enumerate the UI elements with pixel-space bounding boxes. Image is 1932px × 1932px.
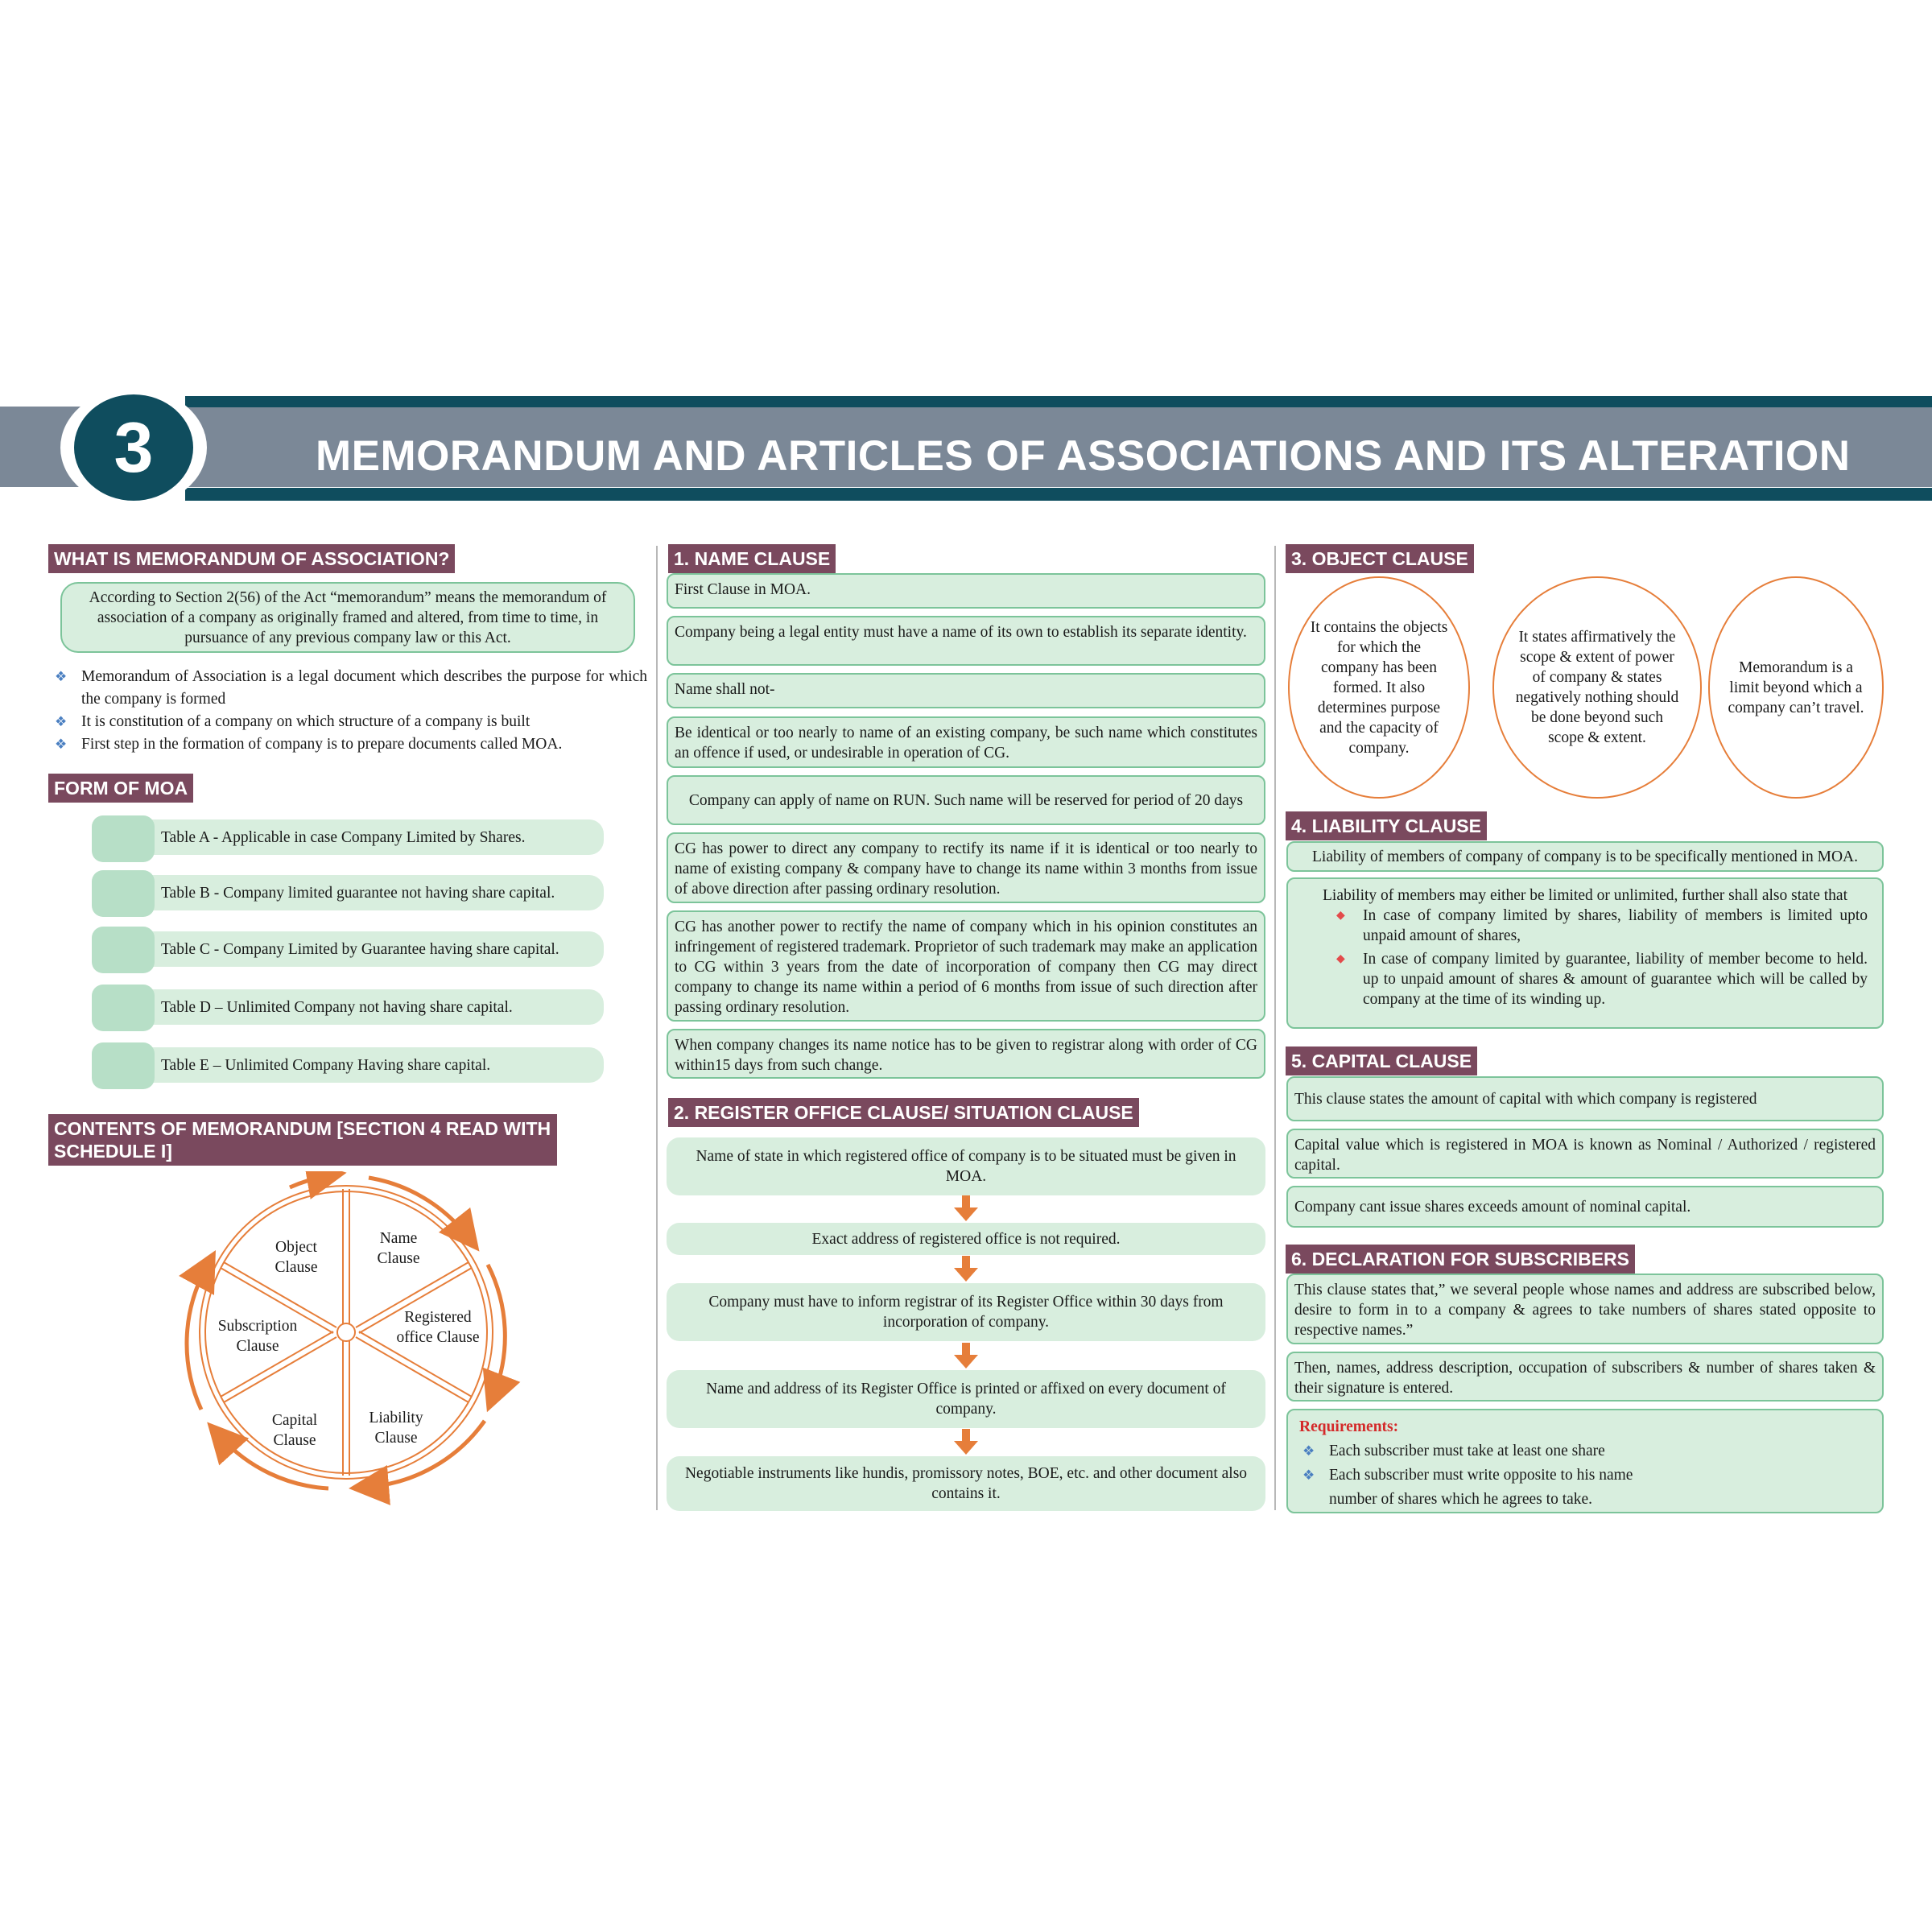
heading-declaration-for-subscribers: 6. DECLARATION FOR SUBSCRIBERS: [1286, 1245, 1635, 1274]
banner-top-stripe: [185, 396, 1932, 407]
liability-item-1: Liability of members of company of company is to be specifically mentioned in MOA.: [1286, 841, 1884, 872]
column-divider-2: [1274, 546, 1276, 1510]
list-item: ❖ Each subscriber must write opposite to his name: [1302, 1463, 1871, 1488]
diamond-bullet-icon: ❖: [55, 669, 68, 684]
segment-liability-clause: Liability Clause: [369, 1410, 423, 1447]
column-divider-1: [656, 546, 658, 1510]
table-a-tab: [92, 815, 155, 862]
register-step-1: Name of state in which registered office of company is to be situated must be given in MOA.: [667, 1137, 1265, 1195]
moa-definition: According to Section 2(56) of the Act “memorandum” means the memorandum of association of a company as originally framed and altered, from time to time, in pursuance of any previous company law or this Act.: [60, 582, 635, 653]
capital-item-3: Company cant issue shares exceeds amount of nominal capital.: [1286, 1186, 1884, 1228]
heading-capital-clause: 5. CAPITAL CLAUSE: [1286, 1046, 1477, 1075]
table-c-label: Table C - Company Limited by Guarantee having share capital.: [161, 940, 559, 958]
red-diamond-bullet-icon: ◆: [1336, 910, 1345, 922]
name-clause-item-1: First Clause in MOA.: [667, 573, 1265, 609]
diamond-bullet-icon: ❖: [55, 737, 68, 752]
heading-what-is-moa: WHAT IS MEMORANDUM OF ASSOCIATION?: [48, 544, 455, 573]
list-item: ❖ It is constitution of a company on which structure of a company is built: [55, 711, 647, 733]
list-item: ❖ Memorandum of Association is a legal document which describes the purpose for which the company is formed: [55, 666, 647, 711]
list-item: ❖ First step in the formation of company is to prepare documents called MOA.: [55, 733, 647, 756]
heading-liability-clause: 4. LIABILITY CLAUSE: [1286, 811, 1487, 840]
arrow-down-icon: [952, 1429, 980, 1456]
name-clause-item-3: Name shall not-: [667, 673, 1265, 708]
requirements-title: Requirements:: [1299, 1418, 1399, 1435]
table-c-tab: [92, 927, 155, 973]
list-item: ❖ Each subscriber must take at least one share: [1302, 1439, 1871, 1463]
object-oval-1: It contains the objects for which the company has been formed. It also determines purpose and the capacity of company.: [1288, 576, 1470, 799]
liability-item-2: Liability of members may either be limited or unlimited, further shall also state that ◆ In case of company limited by shares, liability of members is limited upto unpaid amount of shares, ◆ In case of company limited by guarantee, liability of member become to held. up to unpaid amount of shares & amount of guarantee which will be called by company at the time of its winding up.: [1286, 877, 1884, 1029]
table-d-label: Table D – Unlimited Company not having share capital.: [161, 998, 513, 1016]
heading-register-office-clause: 2. REGISTER OFFICE CLAUSE/ SITUATION CLAUSE: [668, 1098, 1139, 1127]
heading-form-of-moa: FORM OF MOA: [48, 774, 193, 803]
segment-subscription-clause: Subscription Clause: [217, 1318, 298, 1355]
table-e-label: Table E – Unlimited Company Having share capital.: [161, 1056, 491, 1074]
wheel-hub: [337, 1323, 355, 1341]
list-item: ◆ In case of company limited by guarantee, liability of member become to held. up to unpaid amount of shares & amount of guarantee which will be called by company at the time of its winding up.: [1336, 951, 1868, 1008]
name-clause-item-4: Be identical or too nearly to name of an existing company, be such name which constitutes an offence if used, or undesirable in operation of CG.: [667, 716, 1265, 768]
list-item-continuation: number of shares which he agrees to take.: [1329, 1491, 1593, 1508]
capital-item-2: Capital value which is registered in MOA is known as Nominal / Authorized / registered capital.: [1286, 1129, 1884, 1179]
name-clause-item-5: Company can apply of name on RUN. Such name will be reserved for period of 20 days: [667, 775, 1265, 825]
segment-object-clause: Object Clause: [275, 1239, 318, 1276]
segment-name-clause: Name Clause: [377, 1230, 420, 1267]
moa-bullets: [55, 666, 647, 756]
page-title: MEMORANDUM AND ARTICLES OF ASSOCIATIONS AND ITS ALTERATION: [316, 431, 1851, 480]
name-clause-item-7: CG has another power to rectify the name of company which in his opinion constitutes an infringement of registered trademark. Proprietor of such trademark may make an application to CG within 3 years from the date of incorporation of company then CG may direct company to change its name within a period of 6 months from issue of such direction after passing ordinary resolution.: [667, 910, 1265, 1022]
arrow-down-icon: [952, 1343, 980, 1370]
segment-capital-clause: Capital Clause: [271, 1412, 318, 1449]
heading-object-clause: 3. OBJECT CLAUSE: [1286, 544, 1474, 573]
chapter-number: 3: [74, 394, 193, 501]
diamond-bullet-icon: ❖: [1302, 1468, 1315, 1483]
register-step-2: Exact address of registered office is not required.: [667, 1223, 1265, 1255]
name-clause-item-6: CG has power to direct any company to rectify its name if it is identical or too nearly to name of existing company & company have to change its name within 3 months from issue of above direction after passing ordinary resolution.: [667, 832, 1265, 903]
object-oval-2: It states affirmatively the scope & extent of power of company & states negatively nothing should be done beyond such scope & extent.: [1492, 576, 1702, 799]
segment-registered-office-clause: Registered office Clause: [396, 1309, 480, 1346]
diamond-bullet-icon: ❖: [55, 714, 68, 729]
name-clause-item-8: When company changes its name notice has to be given to registrar along with order of CG within15 days from such change.: [667, 1029, 1265, 1079]
list-item: ◆ In case of company limited by shares, liability of members is limited upto unpaid amount of shares,: [1336, 907, 1868, 944]
diamond-bullet-icon: ❖: [1302, 1443, 1315, 1459]
heading-name-clause: 1. NAME CLAUSE: [668, 544, 836, 573]
table-e-tab: [92, 1042, 155, 1089]
register-step-5: Negotiable instruments like hundis, promissory notes, BOE, etc. and other document also contains it.: [667, 1456, 1265, 1511]
capital-item-1: This clause states the amount of capital with which company is registered: [1286, 1076, 1884, 1121]
register-step-4: Name and address of its Register Office is printed or affixed on every document of company.: [667, 1370, 1265, 1428]
table-a-label: Table A - Applicable in case Company Limited by Shares.: [161, 828, 526, 846]
name-clause-item-2: Company being a legal entity must have a name of its own to establish its separate identity.: [667, 616, 1265, 666]
arrow-down-icon: [952, 1256, 980, 1283]
red-diamond-bullet-icon: ◆: [1336, 953, 1345, 965]
table-b-tab: [92, 870, 155, 917]
table-b-label: Table B - Company limited guarantee not having share capital.: [161, 884, 555, 902]
requirements-box: [1286, 1409, 1884, 1513]
register-step-3: Company must have to inform registrar of its Register Office within 30 days from incorporation of company.: [667, 1283, 1265, 1341]
declaration-item-1: This clause states that,” we several people whose names and address are subscribed below, desire to form in to a company & agrees to take numbers of shares stated opposite to respective names.”: [1286, 1274, 1884, 1344]
heading-contents-of-memorandum: CONTENTS OF MEMORANDUM [SECTION 4 READ WITH SCHEDULE I]: [48, 1114, 557, 1166]
object-oval-3: Memorandum is a limit beyond which a company can’t travel.: [1708, 576, 1884, 799]
arrow-down-icon: [952, 1195, 980, 1223]
declaration-item-2: Then, names, address description, occupation of subscribers & number of shares taken & their signature is entered.: [1286, 1352, 1884, 1402]
contents-wheel-diagram: [169, 1171, 531, 1509]
table-d-tab: [92, 985, 155, 1031]
